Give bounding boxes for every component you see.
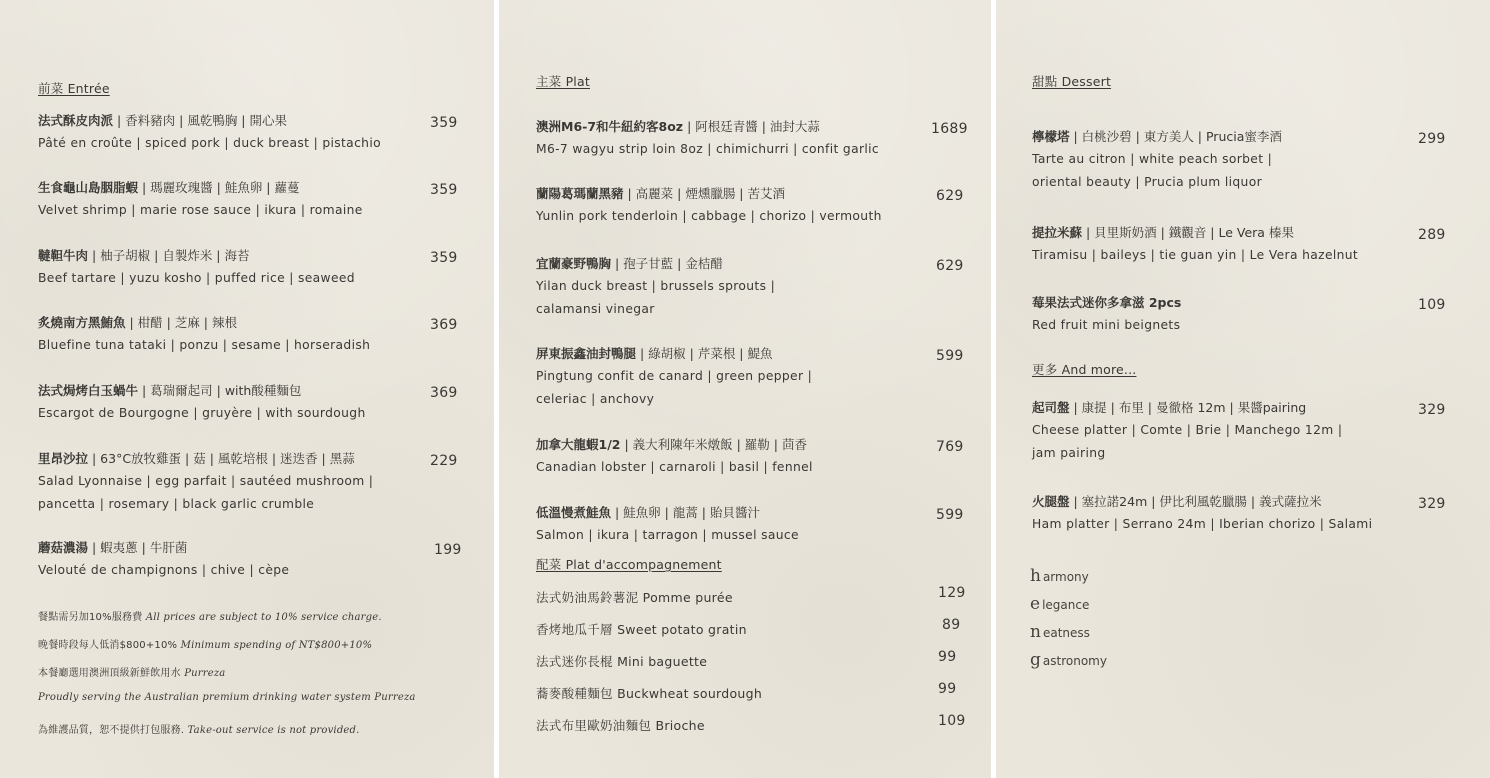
item-price: 599 [936, 348, 964, 364]
menu-item [38, 537, 289, 582]
item-description-en: M6-7 wagyu strip loin 8oz | chimichurri | confit garlic [536, 142, 879, 156]
side-dish-price: 129 [938, 585, 966, 601]
item-price: 1689 [931, 121, 968, 137]
tagline-word: armony [1042, 570, 1089, 584]
section-heading-more: 更多 And more... [1032, 362, 1137, 377]
item-name-zh [1032, 491, 1372, 513]
item-price: 109 [1418, 297, 1446, 313]
item-name-zh [1032, 397, 1342, 419]
item-name-zh [38, 380, 366, 402]
item-name-main: 莓果法式迷你多拿滋 2pcs [1032, 295, 1182, 310]
item-name-main: 宜蘭豪野鴨胸 [536, 256, 612, 271]
item-description-en: Pâté en croûte | spiced pork | duck breast | pistachio [38, 136, 381, 150]
item-description-en: Escargot de Bourgogne | gruyère | with sourdough [38, 406, 366, 420]
menu-item [536, 183, 882, 228]
item-name-main: 生食龜山島胭脂蝦 [38, 180, 139, 195]
item-name-detail: | 63°C放牧雞蛋 | 菇 | 風乾培根 | 迷迭香 | 黑蒜 [88, 451, 355, 466]
note-en: Take-out service is not provided. [187, 725, 360, 736]
service-note [38, 721, 360, 736]
brand-tagline [1030, 650, 1107, 670]
side-dish-price: 89 [942, 617, 961, 633]
tagline-word: astronomy [1042, 654, 1107, 668]
menu-item [1032, 397, 1342, 465]
item-name-zh [536, 502, 799, 524]
note-en: Minimum spending of NT$800+10% [180, 640, 373, 651]
service-note [38, 692, 416, 703]
item-name-main: 低溫慢煮鮭魚 [536, 505, 612, 520]
item-name-main: 檸檬塔 [1032, 129, 1070, 144]
item-name-detail: | 孢子甘藍 | 金桔醋 [611, 256, 723, 271]
side-dish-item: 法式奶油馬鈴薯泥 Pomme purée [536, 590, 733, 605]
item-description-en: Canadian lobster | carnaroli | basil | fennel [536, 460, 813, 474]
item-description-en: Velvet shrimp | marie rose sauce | ikura | romaine [38, 203, 363, 217]
item-name-main: 加拿大龍蝦1/2 [536, 437, 621, 452]
tagline-initial: e [1030, 594, 1041, 614]
side-dish-price: 109 [938, 713, 966, 729]
menu-item [536, 253, 775, 321]
item-price: 369 [430, 385, 458, 401]
note-zh: 為維護品質，恕不提供打包服務. [38, 725, 188, 736]
item-name-main: 里昂沙拉 [38, 451, 89, 466]
menu-item [1032, 126, 1282, 194]
item-name-main: 蘑菇濃湯 [38, 540, 89, 555]
item-name-zh [38, 448, 373, 470]
item-price: 299 [1418, 131, 1446, 147]
side-dish-item: 法式布里歐奶油麵包 Brioche [536, 718, 705, 733]
section-heading-entree: 前菜 Entrée [38, 81, 110, 96]
item-name-zh [1032, 292, 1181, 314]
item-description-en: Yilan duck breast | brussels sprouts | [536, 279, 776, 293]
item-description-en: Red fruit mini beignets [1032, 318, 1181, 332]
item-name-detail: | 柚子胡椒 | 自製炸米 | 海苔 [88, 248, 250, 263]
item-price: 629 [936, 258, 964, 274]
item-name-zh [38, 537, 289, 559]
item-name-detail: | 高麗菜 | 煙燻臘腸 | 苦艾酒 [623, 186, 785, 201]
item-name-zh [536, 253, 775, 275]
note-zh: 晚餐時段每人低消$800+10% [38, 640, 181, 651]
item-name-detail: | 綠胡椒 | 芹菜根 | 鯷魚 [636, 346, 773, 361]
item-description-en: Tiramisu | baileys | tie guan yin | Le Vera hazelnut [1032, 248, 1359, 262]
item-description-en: oriental beauty | Prucia plum liquor [1032, 175, 1262, 189]
note-en: Purreza [184, 668, 226, 679]
item-description-en: celeriac | anchovy [536, 392, 655, 406]
menu-item [38, 380, 366, 425]
item-price: 329 [1418, 496, 1446, 512]
item-name-zh [1032, 126, 1282, 148]
note-zh: 本餐廳選用澳洲頂級新鮮飲用水 [38, 668, 185, 679]
menu-item [1032, 491, 1372, 536]
item-name-detail: | 鮭魚卵 | 龍蒿 | 貽貝醬汁 [611, 505, 760, 520]
item-description-en: Tarte au citron | white peach sorbet | [1032, 152, 1273, 166]
item-name-detail: | 塞拉諾24m | 伊比利風乾臘腸 | 義式薩拉米 [1069, 494, 1322, 509]
item-description-en: Salad Lyonnaise | egg parfait | sautéed mushroom | [38, 474, 374, 488]
item-description-en: Beef tartare | yuzu kosho | puffed rice | seaweed [38, 271, 355, 285]
item-price: 229 [430, 453, 458, 469]
item-name-zh [38, 177, 363, 199]
item-name-zh [38, 245, 355, 267]
menu-item [38, 245, 355, 290]
section-heading-dessert: 甜點 Dessert [1032, 74, 1112, 89]
item-price: 769 [936, 439, 964, 455]
item-description-en: Pingtung confit de canard | green pepper | [536, 369, 813, 383]
item-name-zh [1032, 222, 1358, 244]
item-price: 289 [1418, 227, 1446, 243]
side-dish-price: 99 [938, 649, 957, 665]
side-dish-item: 香烤地瓜千層 Sweet potato gratin [536, 622, 747, 637]
menu-item [38, 312, 370, 357]
item-name-detail: | 柑醋 | 芝麻 | 辣根 [125, 315, 237, 330]
item-name-detail: | 香料豬肉 | 風乾鴨胸 | 開心果 [113, 113, 287, 128]
menu-item [1032, 222, 1358, 267]
item-description-en: Cheese platter | Comte | Brie | Manchego 12m | [1032, 423, 1343, 437]
item-description-en: Yunlin pork tenderloin | cabbage | chorizo | vermouth [536, 209, 882, 223]
item-name-detail: | 康提 | 布里 | 曼徹格 12m | 果醬pairing [1069, 400, 1307, 415]
side-dish-item: 法式迷你長棍 Mini baguette [536, 654, 708, 669]
item-name-main: 起司盤 [1032, 400, 1070, 415]
item-description-en: calamansi vinegar [536, 302, 655, 316]
service-note [38, 664, 225, 679]
item-name-detail: | 白桃沙碧 | 東方美人 | Prucia蜜李酒 [1069, 129, 1282, 144]
item-description-en: Salmon | ikura | tarragon | mussel sauce [536, 528, 799, 542]
menu-item [38, 110, 381, 155]
item-name-detail: | 阿根廷青醬 | 油封大蒜 [683, 119, 820, 134]
brand-tagline [1030, 594, 1089, 614]
item-description-en: Bluefine tuna tataki | ponzu | sesame | horseradish [38, 338, 371, 352]
menu-item [536, 116, 879, 161]
item-name-main: 澳洲M6-7和牛紐約客8oz [536, 119, 684, 134]
menu-item [536, 434, 813, 479]
item-name-main: 火腿盤 [1032, 494, 1070, 509]
item-name-detail: | 葛瑞爾起司 | with酸種麵包 [138, 383, 302, 398]
item-price: 199 [434, 542, 462, 558]
item-name-main: 提拉米蘇 [1032, 225, 1083, 240]
item-description-en: jam pairing [1032, 446, 1106, 460]
item-name-zh [38, 312, 370, 334]
item-price: 359 [430, 115, 458, 131]
item-name-main: 法式酥皮肉派 [38, 113, 114, 128]
item-name-zh [536, 116, 879, 138]
item-price: 329 [1418, 402, 1446, 418]
item-name-main: 炙燒南方黑鮪魚 [38, 315, 126, 330]
item-price: 359 [430, 182, 458, 198]
menu-item [38, 177, 363, 222]
item-price: 599 [936, 507, 964, 523]
tagline-initial: n [1030, 622, 1041, 642]
item-name-detail: | 蝦夷蔥 | 牛肝菌 [88, 540, 188, 555]
brand-tagline [1030, 622, 1090, 642]
service-note [38, 636, 372, 651]
item-name-detail: | 義大利陳年米燉飯 | 羅勒 | 茴香 [620, 437, 807, 452]
note-en: All prices are subject to 10% service charge. [145, 612, 382, 623]
tagline-word: eatness [1042, 626, 1090, 640]
item-price: 359 [430, 250, 458, 266]
tagline-initial: h [1030, 566, 1041, 586]
tagline-word: legance [1042, 598, 1090, 612]
item-description-en: pancetta | rosemary | black garlic crumble [38, 497, 315, 511]
item-name-main: 法式焗烤白玉蝸牛 [38, 383, 139, 398]
item-name-detail: | 貝里斯奶酒 | 鐵觀音 | Le Vera 榛果 [1082, 225, 1294, 240]
item-description-en: Velouté de champignons | chive | cèpe [38, 563, 290, 577]
tagline-initial: g [1030, 650, 1041, 670]
menu-item [38, 448, 373, 516]
menu-item [536, 502, 799, 547]
brand-tagline [1030, 566, 1089, 586]
item-name-zh [38, 110, 381, 132]
menu-item [536, 343, 812, 411]
item-name-zh [536, 183, 882, 205]
item-description-en: Ham platter | Serrano 24m | Iberian chorizo | Salami [1032, 517, 1373, 531]
item-price: 629 [936, 188, 964, 204]
item-name-main: 屏東振鑫油封鴨腿 [536, 346, 637, 361]
note-zh: 餐點需另加10%服務費 [38, 612, 146, 623]
item-name-main: 蘭陽葛瑪蘭黑豬 [536, 186, 624, 201]
side-dish-price: 99 [938, 681, 957, 697]
menu-item [1032, 292, 1181, 337]
item-name-main: 韃靼牛肉 [38, 248, 89, 263]
item-price: 369 [430, 317, 458, 333]
note-en: Proudly serving the Australian premium drinking water system Purreza [38, 692, 416, 703]
item-name-detail: | 瑪麗玫瑰醬 | 鮭魚卵 | 蘿蔓 [138, 180, 300, 195]
item-name-zh [536, 343, 812, 365]
side-dish-item: 蕎麥酸種麵包 Buckwheat sourdough [536, 686, 763, 701]
section-heading-plat: 主菜 Plat [536, 74, 590, 89]
section-heading-sides: 配菜 Plat d'accompagnement [536, 557, 722, 572]
service-note [38, 608, 382, 623]
item-name-zh [536, 434, 813, 456]
